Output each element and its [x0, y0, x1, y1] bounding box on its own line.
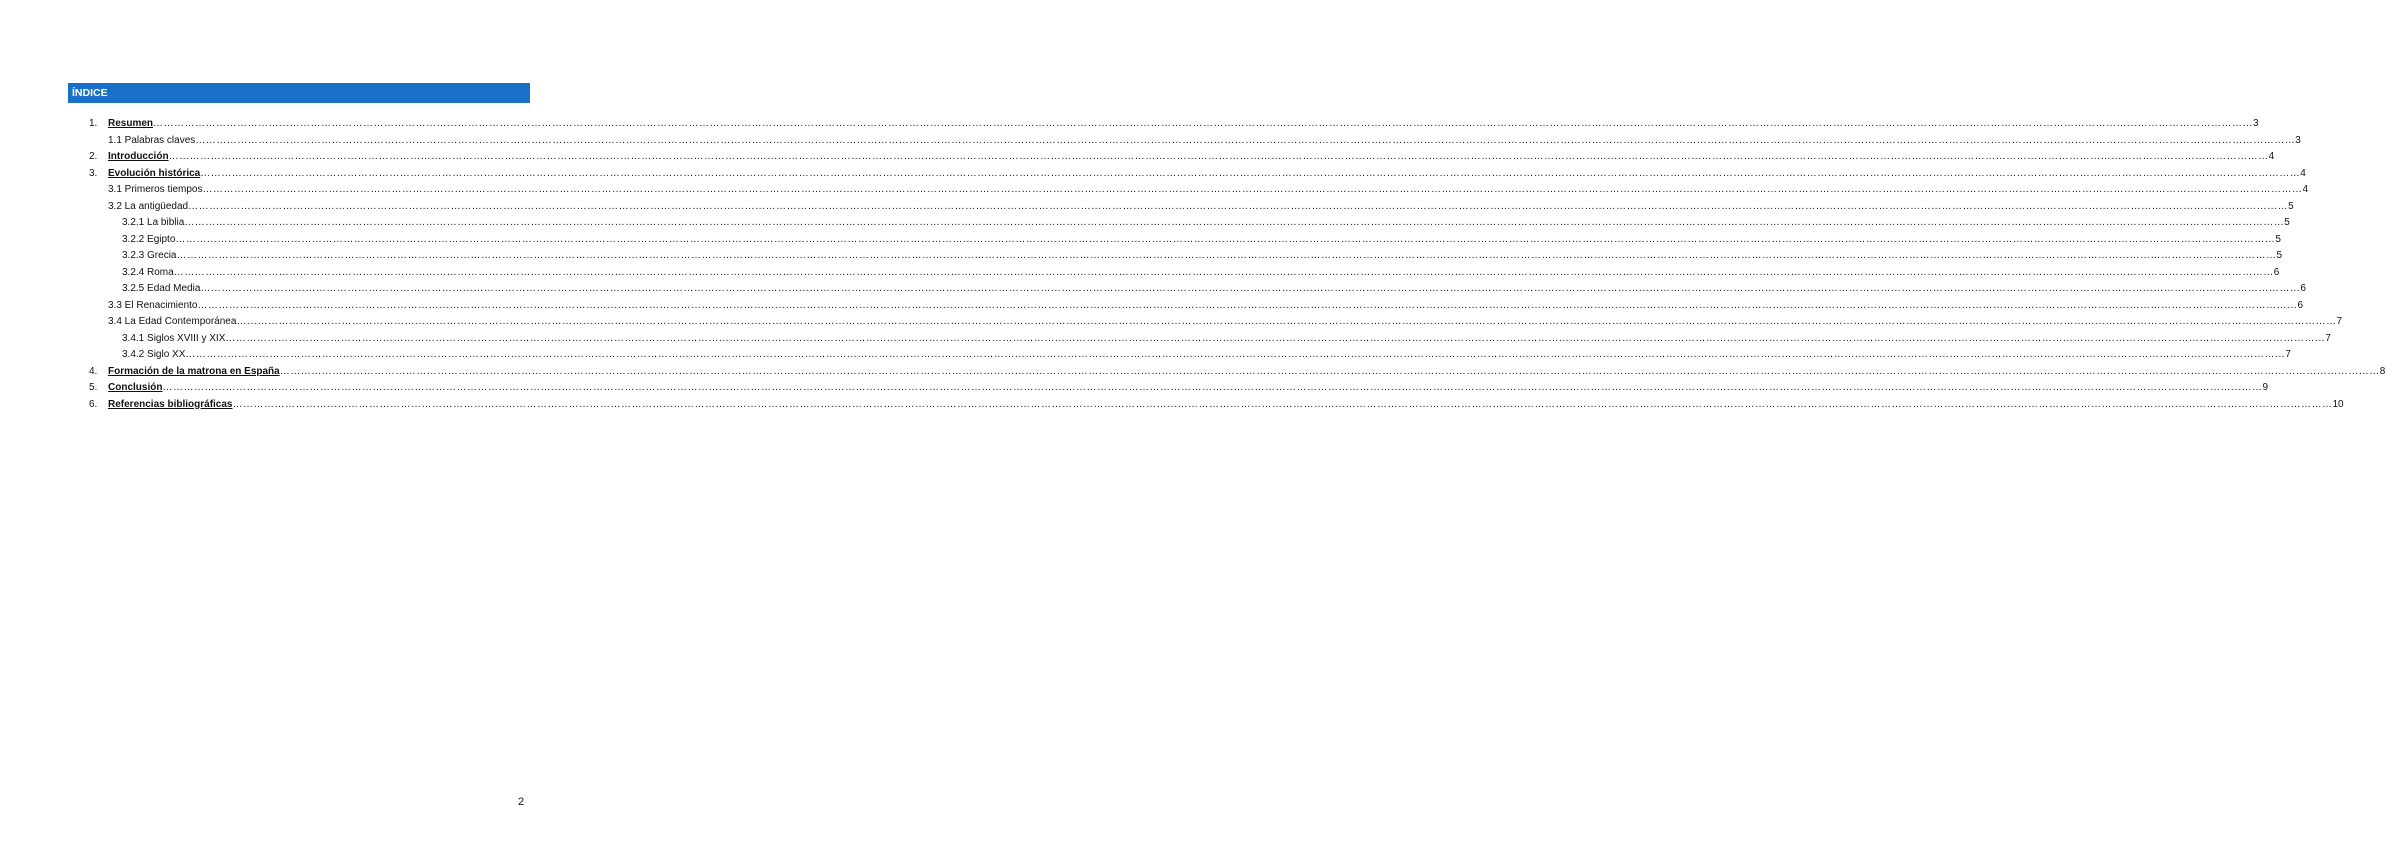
toc-entry[interactable]	[108, 315, 2342, 329]
toc-entry[interactable]	[122, 332, 2331, 346]
toc-entry-label: 3.3 El Renacimiento	[108, 299, 198, 311]
toc-leader-dots: ……………………………………………………………………………………………………………………………………………………………………………………………………………………………………………………………………………………………………………………………………………………………………………………………………………………………………………………………………………………………………………………………………………………	[236, 316, 2337, 327]
toc-leader-dots: ……………………………………………………………………………………………………………………………………………………………………………………………………………………………………………………………………………………………………………………………………………………………………………………………………………………………………………………………………………………………………………………………………………………	[200, 167, 2301, 179]
toc-entry-page: 10	[2332, 398, 2344, 410]
toc-leader-dots: ……………………………………………………………………………………………………………………………………………………………………………………………………………………………………………………………………………………………………………………………………………………………………………………………………………………………………………………………………………………………………………………………………………………	[195, 134, 2296, 146]
toc-entry-number: 4.	[89, 365, 98, 377]
toc-entry-label: 3.2.1 La biblia	[122, 217, 185, 228]
toc-entry-label: 3.2.4 Roma	[122, 266, 174, 278]
toc-leader-dots: ……………………………………………………………………………………………………………………………………………………………………………………………………………………………………………………………………………………………………………………………………………………………………………………………………………………………………………………………………………………………………………………………………………………	[176, 250, 2277, 261]
toc-leader-dots: ……………………………………………………………………………………………………………………………………………………………………………………………………………………………………………………………………………………………………………………………………………………………………………………………………………………………………………………………………………………………………………………………………………………	[197, 299, 2298, 311]
toc-entry[interactable]	[108, 134, 2301, 148]
toc-entry[interactable]	[89, 365, 2385, 379]
toc-entry-label: 1.1 Palabras claves	[108, 134, 196, 146]
toc-entry-label: 3.4.2 Siglo XX	[122, 349, 186, 360]
toc-entry-page: 5	[2275, 233, 2281, 245]
toc-entry[interactable]	[108, 200, 2294, 214]
index-title: ÍNDICE	[72, 87, 108, 99]
toc-entry-label: Introducción	[108, 151, 169, 162]
toc-entry-label: 3.4.1 Siglos XVIII y XIX	[122, 332, 226, 344]
toc-leader-dots: ……………………………………………………………………………………………………………………………………………………………………………………………………………………………………………………………………………………………………………………………………………………………………………………………………………………………………………………………………………………………………………………………………………………	[202, 184, 2303, 195]
toc-entry-page: 5	[2284, 217, 2290, 228]
toc-leader-dots: ……………………………………………………………………………………………………………………………………………………………………………………………………………………………………………………………………………………………………………………………………………………………………………………………………………………………………………………………………………………………………………………………………………………	[200, 283, 2301, 294]
toc-entry-page: 9	[2262, 382, 2269, 393]
toc-entry[interactable]	[89, 398, 2344, 412]
toc-entry[interactable]	[89, 381, 2269, 395]
toc-leader-dots: ……………………………………………………………………………………………………………………………………………………………………………………………………………………………………………………………………………………………………………………………………………………………………………………………………………………………………………………………………………………………………………………………………………………	[232, 398, 2333, 410]
toc-entry-label: Conclusión	[108, 382, 163, 393]
toc-entry-label: Referencias bibliográficas	[108, 398, 233, 410]
toc-entry[interactable]	[122, 266, 2280, 280]
toc-entry-number: 6.	[89, 398, 98, 410]
toc-entry[interactable]	[122, 348, 2291, 362]
toc-entry-label: 3.2.2 Egipto	[122, 233, 176, 245]
toc-leader-dots: ……………………………………………………………………………………………………………………………………………………………………………………………………………………………………………………………………………………………………………………………………………………………………………………………………………………………………………………………………………………………………………………………………………………	[188, 200, 2289, 212]
toc-entry-page: 4	[2268, 151, 2275, 162]
toc-entry-number: 3.	[89, 167, 98, 179]
toc-entry[interactable]	[89, 117, 2259, 131]
toc-entry-page: 5	[2276, 250, 2283, 261]
toc-entry-label: Evolución histórica	[108, 167, 201, 179]
toc-entry-page: 6	[2300, 283, 2306, 294]
toc-leader-dots: ……………………………………………………………………………………………………………………………………………………………………………………………………………………………………………………………………………………………………………………………………………………………………………………………………………………………………………………………………………………………………………………………………………………	[184, 217, 2285, 228]
toc-leader-dots: ……………………………………………………………………………………………………………………………………………………………………………………………………………………………………………………………………………………………………………………………………………………………………………………………………………………………………………………………………………………………………………………………………………………	[279, 365, 2380, 377]
toc-entry-number: 1.	[89, 118, 98, 129]
toc-entry-page: 8	[2379, 365, 2385, 377]
toc-entry[interactable]	[122, 216, 2290, 230]
toc-entry-page: 7	[2325, 332, 2331, 344]
toc-entry-label: Formación de la matrona en España	[108, 365, 280, 377]
toc-entry-label: 3.2.5 Edad Media	[122, 283, 201, 294]
toc-entry-page: 6	[2297, 299, 2304, 311]
toc-leader-dots: ……………………………………………………………………………………………………………………………………………………………………………………………………………………………………………………………………………………………………………………………………………………………………………………………………………………………………………………………………………………………………………………………………………………	[175, 233, 2276, 245]
toc-leader-dots: ……………………………………………………………………………………………………………………………………………………………………………………………………………………………………………………………………………………………………………………………………………………………………………………………………………………………………………………………………………………………………………………………………………………	[173, 266, 2274, 278]
toc-entry-page: 5	[2288, 200, 2294, 212]
toc-entry-page: 7	[2336, 316, 2342, 327]
toc-entry[interactable]	[108, 183, 2309, 197]
toc-entry[interactable]	[89, 167, 2306, 181]
toc-entry-label: 3.2.3 Grecia	[122, 250, 177, 261]
page-number: 2	[518, 796, 525, 808]
toc-entry[interactable]	[122, 282, 2306, 296]
toc-entry-page: 4	[2302, 184, 2309, 195]
toc-entry-label: 3.2 La antigüedad	[108, 200, 189, 212]
toc-entry-page: 7	[2285, 349, 2291, 360]
toc-entry[interactable]	[122, 233, 2281, 247]
toc-entry-label: 3.1 Primeros tiempos	[108, 184, 203, 195]
toc-entry[interactable]	[108, 299, 2304, 313]
toc-entry-number: 2.	[89, 151, 98, 162]
toc-entry-page: 6	[2273, 266, 2280, 278]
toc-leader-dots: ……………………………………………………………………………………………………………………………………………………………………………………………………………………………………………………………………………………………………………………………………………………………………………………………………………………………………………………………………………………………………………………………………………………	[153, 118, 2254, 129]
toc-entry-page: 4	[2300, 167, 2306, 179]
toc-entry-page: 3	[2295, 134, 2301, 146]
toc-entry-number: 5.	[89, 382, 98, 393]
index-header	[68, 83, 530, 103]
toc-leader-dots: ……………………………………………………………………………………………………………………………………………………………………………………………………………………………………………………………………………………………………………………………………………………………………………………………………………………………………………………………………………………………………………………………………………………	[185, 349, 2286, 360]
toc-entry-label: 3.4 La Edad Contemporánea	[108, 316, 237, 327]
toc-leader-dots: ……………………………………………………………………………………………………………………………………………………………………………………………………………………………………………………………………………………………………………………………………………………………………………………………………………………………………………………………………………………………………………………………………………………	[225, 332, 2326, 344]
toc-entry[interactable]	[89, 150, 2275, 164]
toc-entry-label: Resumen	[108, 118, 154, 129]
toc-leader-dots: ……………………………………………………………………………………………………………………………………………………………………………………………………………………………………………………………………………………………………………………………………………………………………………………………………………………………………………………………………………………………………………………………………………………	[168, 151, 2269, 162]
toc-entry[interactable]	[122, 249, 2283, 263]
toc-leader-dots: ……………………………………………………………………………………………………………………………………………………………………………………………………………………………………………………………………………………………………………………………………………………………………………………………………………………………………………………………………………………………………………………………………………………	[162, 382, 2263, 393]
toc-entry-page: 3	[2253, 118, 2259, 129]
